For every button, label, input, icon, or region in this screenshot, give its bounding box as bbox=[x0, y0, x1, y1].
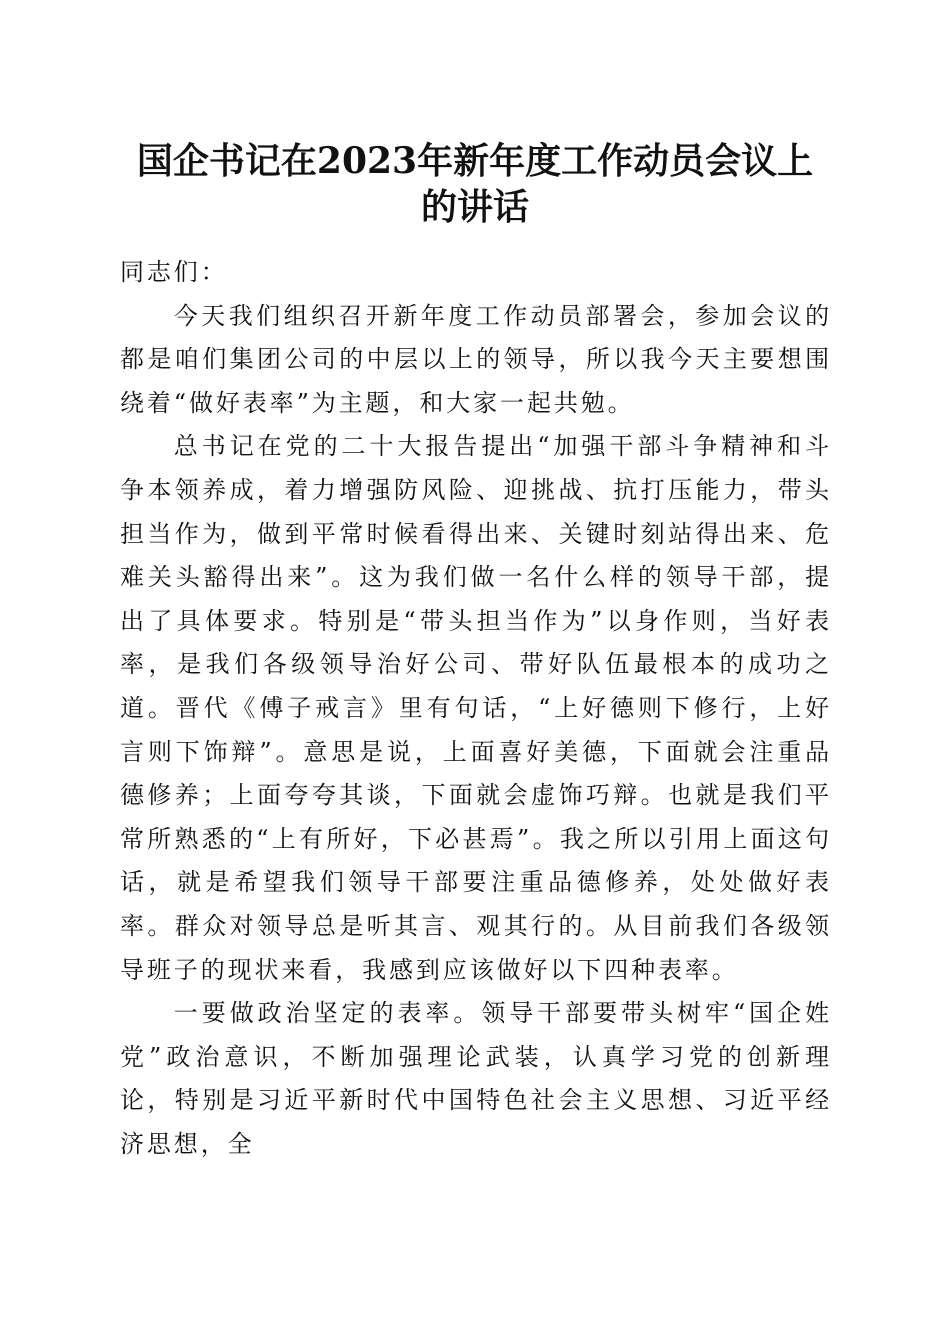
paragraph-3: 一要做政治坚定的表率。领导干部要带头树牢“国企姓党”政治意识，不断加强理论武装，认真学习党的创新理论，特别是习近平新时代中国特色社会主义思想、习近平经济思想，全 bbox=[120, 999, 832, 1158]
document-title: 国企书记在2023年新年度工作动员会议上的讲话 bbox=[136, 140, 814, 228]
salutation: 同志们： bbox=[120, 258, 228, 286]
paragraph-1: 今天我们组织召开新年度工作动员部署会，参加会议的都是咱们集团公司的中层以上的领导，所以我今天主要想围绕着“做好表率”为主题，和大家一起共勉。 bbox=[120, 301, 832, 417]
document-body bbox=[120, 251, 832, 1166]
paragraph-2: 总书记在党的二十大报告提出“加强干部斗争精神和斗争本领养成，着力增强防风险、迎挑战、抗打压能力，带头担当作为，做到平常时候看得出来、关键时刻站得出来、危难关头豁得出来”。这为我们做一名什么样的领导干部，提出了具体要求。特别是“带头担当作为”以身作则，当好表率，是我们各级领导治好公司、带好队伍最根本的成功之道。晋代《傅子戒言》里有句话，“上好德则下修行，上好言则下饰辩”。意思是说，上面喜好美德，下面就会注重品德修养；上面夸夸其谈，下面就会虚饰巧辩。也就是我们平常所熟悉的“上有所好，下必甚焉”。我之所以引用上面这句话，就是希望我们领导干部要注重品德修养，处处做好表率。群众对领导总是听其言、观其行的。从目前我们各级领导班子的现状来看，我感到应该做好以下四种表率。 bbox=[120, 432, 832, 984]
